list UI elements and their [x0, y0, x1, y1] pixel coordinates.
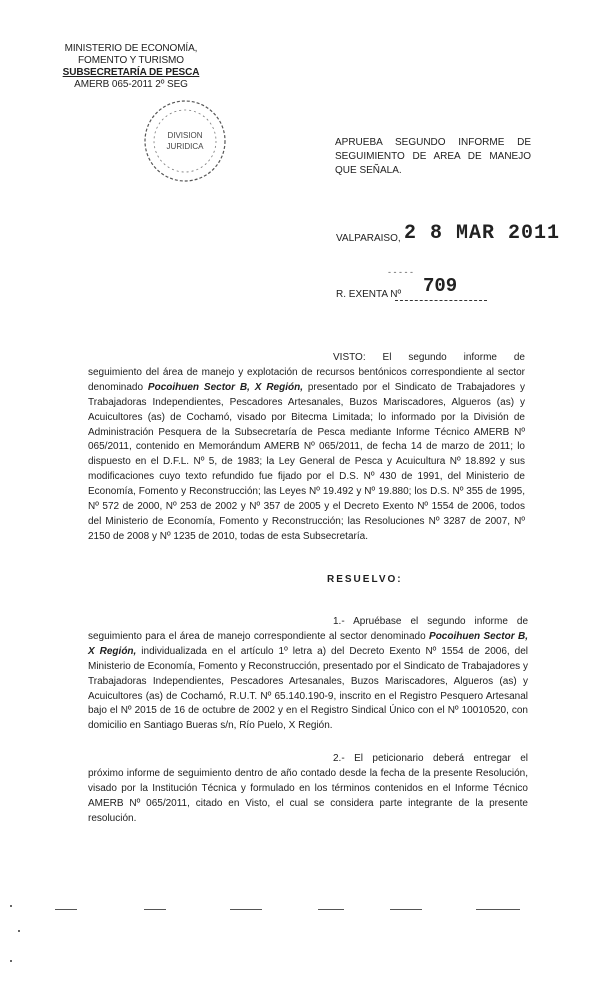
visto-text-1: El segundo informe de seguimiento del área de manejo y explotación de recursos bentónicos correspondiente al sector denominado [88, 352, 525, 393]
reference-code: AMERB 065-2011 2º SEG [74, 79, 188, 90]
date-stamp: 2 8 MAR 2011 [404, 222, 561, 245]
visto-text-2: presentado por el Sindicato de Trabajadores y Trabajadoras Independientes, Pescadores Artesanales, Buzos Mariscadores, Algueros (as) y Acuicultores (as) de Cochamó, visado por Bitecma Limitada; lo informado por la División de Administración Pesquera de la Subsecretaría de Pesca mediante Informe Técnico AMERB Nº 065/2011, contenido en Memorándum AMERB Nº 065/2011, de fecha 14 de marzo de 2011; lo dispuesto en el D.F.L. Nº 5, de 1983; la Ley General de Pesca y Acuicultura Nº 18.892 y sus modificaciones cuyo texto refundido fue fijado por el D.S. Nº 430 de 1991, del Ministerio de Economía, Fomento y Reconstrucción; las Leyes Nº 19.492 y Nº 19.880; los D.S. Nº 355 de 1995, Nº 572 de 2000, Nº 253 de 2002 y Nº 357 de 2005 y el Decreto Exento Nº 1554 de 2006, todos del Ministerio de Economía, Fomento y Reconstrucción; las Resoluciones Nº 3287 de 2007, Nº 2150 de 2008 y Nº 1235 de 2010, todas de esta Subsecretaría. [88, 381, 525, 542]
article-1-sector-name: Pocoihuen Sector B, X Región, [88, 630, 528, 657]
footer-rule-4 [318, 909, 344, 910]
visto-lead: VISTO: [333, 352, 366, 363]
division-juridica-seal [142, 98, 228, 184]
scan-speck [10, 905, 12, 907]
place-label: VALPARAISO, [336, 233, 401, 244]
footer-rule-1 [55, 909, 77, 910]
ministry-line-2: FOMENTO Y TURISMO [78, 55, 184, 66]
visto-sector-name: Pocoihuen Sector B, X Región, [147, 381, 303, 393]
date-underline-marks: - - - - - [388, 267, 413, 277]
footer-rule-3 [230, 909, 262, 910]
visto-paragraph [88, 351, 525, 545]
resuelvo-heading: RESUELVO: [327, 574, 403, 585]
seal-text-line-2: JURIDICA [166, 142, 204, 151]
scan-speck [18, 930, 20, 932]
exenta-underline [395, 300, 487, 301]
footer-rule-2 [144, 909, 166, 910]
article-2-paragraph: 2.- El peticionario deberá entregar el próximo informe de seguimiento dentro de año contado desde la fecha de la presente Resolución, visado por la Institución Técnica y formulado en los términos contenidos en el Informe Técnico AMERB Nº 065/2011, citado en Visto, el cual se considera parte integrante de la presente resolución. [88, 753, 528, 824]
article-1-paragraph [88, 615, 528, 734]
footer-rule-6 [476, 909, 520, 910]
ministry-line-1: MINISTERIO DE ECONOMÍA, [64, 43, 198, 54]
exenta-label: R. EXENTA Nº [336, 289, 402, 300]
footer-rule-5 [390, 909, 422, 910]
article-1-text-1: 1.- Apruébase el segundo informe de seguimiento para el área de manejo correspondiente al sector denominado [88, 616, 528, 642]
subsecretaria-name: SUBSECRETARÍA DE PESCA [62, 67, 200, 78]
exenta-number: 709 [423, 275, 458, 297]
article-1-text-2: individualizada en el artículo 1º letra a) del Decreto Exento Nº 1554 de 2006, del Ministerio de Economía, Fomento y Reconstrucción, presentado por el Sindicato de Trabajadores y Trabajadoras Independientes, Pescadores Artesanales, Buzos Mariscadores, Algueros (as) y Acuicultores (as) de Cochamó, R.U.T. Nº 65.140.190-9, inscrito en el Registro Pesquero Artesanal bajo el Nº 2015 de 16 de octubre de 2002 y en el Registro Sindical Único con el Nº 10010520, con domicilio en Santiago Bueras s/n, Río Puelo, X Región. [88, 645, 528, 732]
seal-text-line-1: DIVISION [167, 131, 203, 140]
letterhead [56, 43, 206, 91]
resolution-summary: APRUEBA SEGUNDO INFORME DE SEGUIMIENTO DE AREA DE MANEJO QUE SEÑALA. [335, 137, 531, 176]
scan-speck [10, 960, 12, 962]
